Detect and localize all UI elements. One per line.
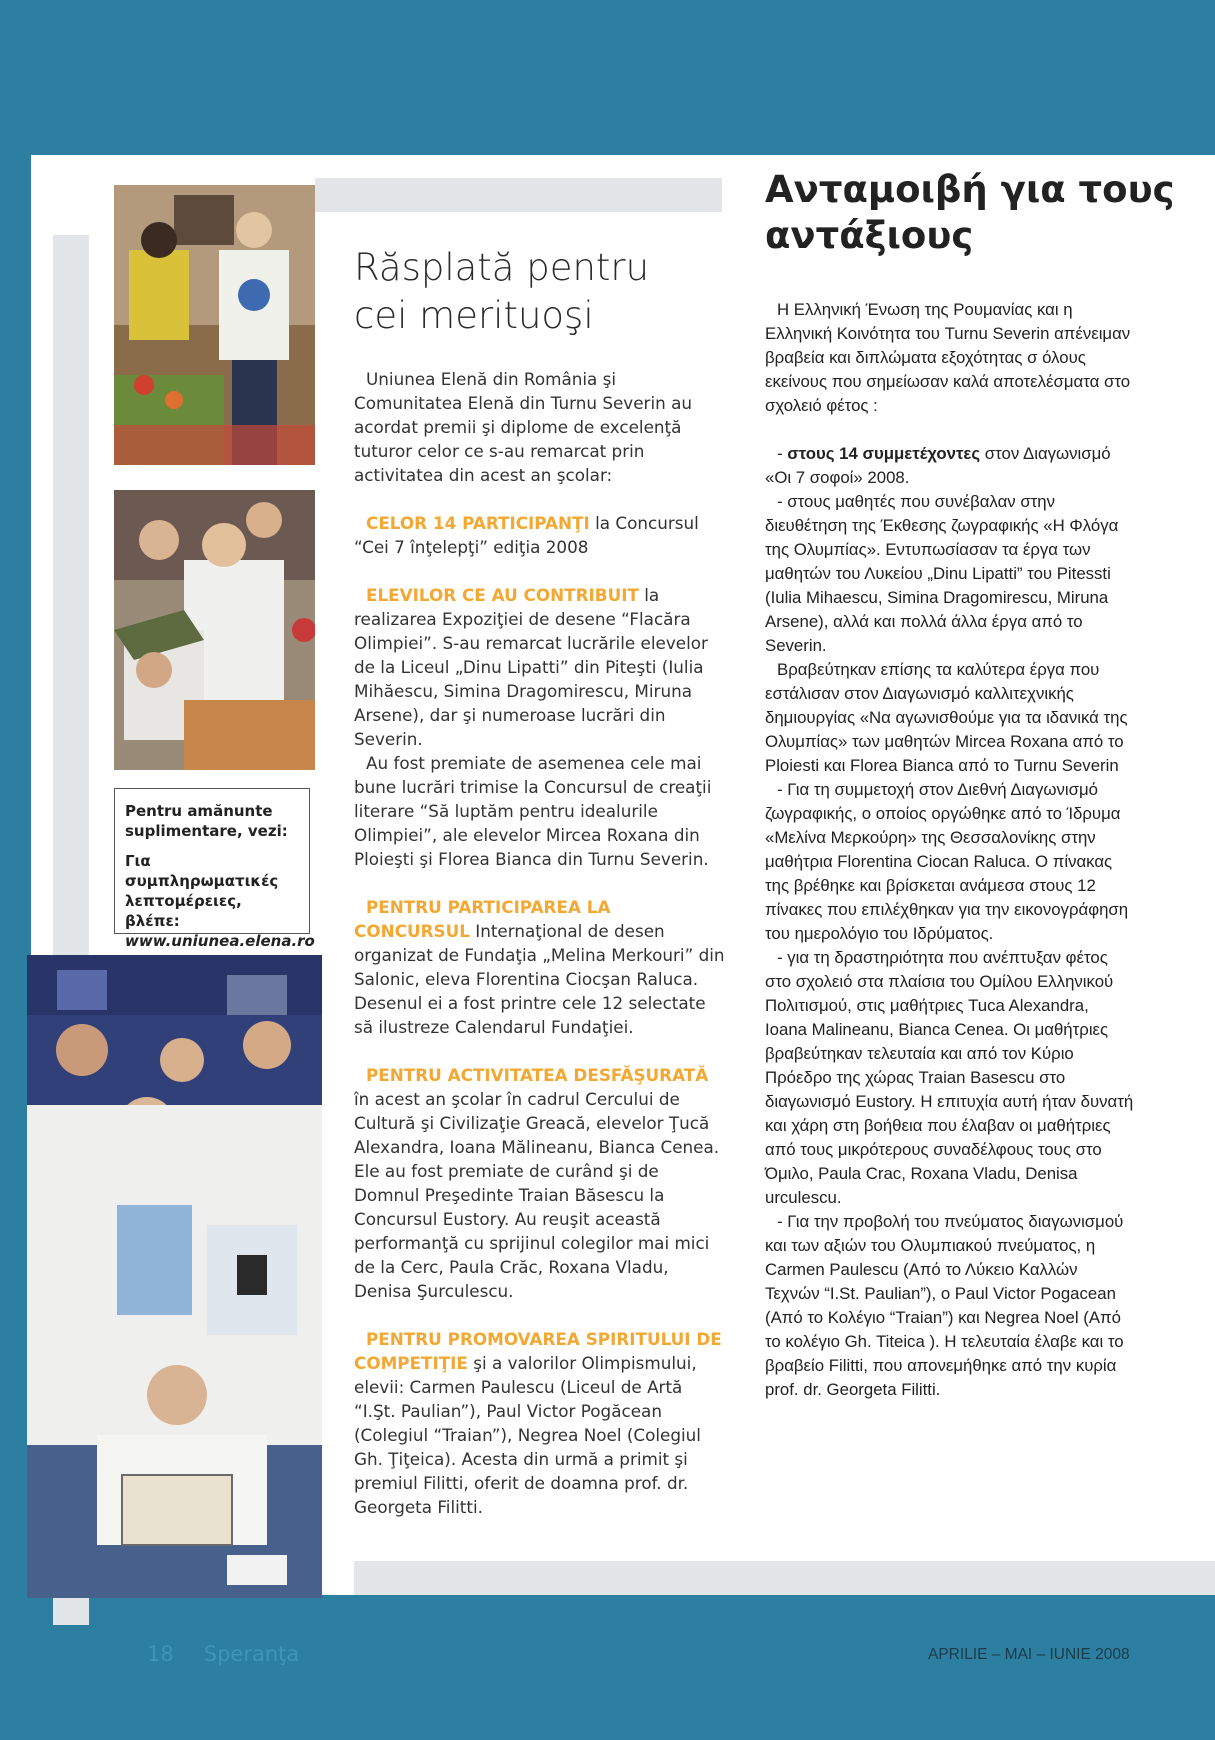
ro-s4-heading: PENTRU ACTIVITATEA DESFĂŞURATĂ: [366, 1065, 709, 1085]
photo-children-snacks: [114, 490, 315, 770]
photo-group-diplomas: [27, 955, 322, 1598]
ro-s2-heading: ELEVILOR CE AU CONTRIBUIT: [366, 585, 639, 605]
info-box: [114, 788, 315, 950]
ro-section-2: [354, 583, 726, 751]
ro-section-1: [354, 511, 726, 559]
gr-para-6: - Για την προβολή του πνεύματος διαγωνισμού και των αξιών του Ολυμπιακού πνεύματος, η Carmen Paulescu (Από το Λύκειο Καλλών Τεχνών “I.St. Paulian”), ο Paul Victor Pogacean (Από το Κολέγιο “Traian”) και Negrea Noel (Από το κολέγιο Gh. Titeica ). Η τελευταία έλαβε και το βραβείο Filitti, που απονεμήθηκε από την κυρία prof. dr. Georgeta Filitti.: [765, 1212, 1124, 1399]
ro-s5-heading: PENTRU PROMOVAREA SPIRITULUI DE COMPETIŢIE: [354, 1329, 722, 1373]
ro-s4-text: în acest an şcolar în cadrul Cercului de Cultură şi Civilizaţie Greacă, elevelor Ţucă Alexandra, Ioana Mălineanu, Bianca Cenea. Ele au fost premiate de curând şi de Domnul Preşedinte Traian Băsescu la Concursul Eustory. Au reuşit această performanţă cu sprijinul colegilor mai mici de la Cerc, Paula Crăc, Roxana Vladu, Denisa Şurculescu.: [354, 1089, 720, 1301]
ro-title-line2: cei merituoşi: [354, 294, 594, 337]
ro-section-4: [354, 1063, 726, 1303]
ro-s1-text: la Concursul “Cei 7 înţelepţi” ediţia 2008: [354, 513, 699, 557]
magazine-name: Speranţa: [203, 1642, 300, 1666]
info-box-gr: Για συμπληρωματικές λεπτομέρειες, βλέπε:: [125, 852, 279, 930]
ro-article-body: [354, 367, 726, 1519]
gr-para-3: Βραβεύτηκαν επίσης τα καλύτερα έργα που εστάλισαν στον Διαγωνισμό καλλιτεχνικής δημιουργίας «Να αγωνισθούμε για τα ιδανικά της Ολυμπίας» των μαθητών Mircea Roxana από το Ploiesti και Florea Bianca από το Turnu Severin: [765, 660, 1128, 775]
gr-para-2: - στους μαθητές που συνέβαλαν στην διευθέτηση της Έκθεσης ζωγραφικής «Η Φλόγα της Ολυμπίας». Εντυπωσίασαν τα έργα των μαθητών του Λυκείου „Dinu Lipatti” του Pitessti (Iulia Mihaescu, Simina Dragomirescu, Miruna Arsene), αλλά και πολλά άλλα έργα από το Severin.: [765, 492, 1119, 655]
info-box-ro: Pentru amănunte suplimentare, vezi:: [125, 802, 288, 840]
gr-para-4: - Για τη συμμετοχή στον Διεθνή Διαγωνισμό ζωγραφικής, ο οποίος οργώθηκε από το Ίδρυμα «Μελίνα Μερκούρη» της Θεσσαλονίκης στην μαθήτρια Florentina Ciocan Raluca. Ο πίνακας της βρέθηκε και βρίσκεται ανάμεσα στους 12 πίνακες που επιλέχθηκαν για την εικονογράφηση του ημερολόγιο του Ιδρύματος.: [765, 780, 1129, 943]
ro-title-line1: Răsplată pentru: [354, 246, 650, 289]
ro-section-3: [354, 895, 726, 1039]
ro-article-title: [354, 244, 684, 340]
footer-left: [147, 1642, 299, 1666]
ro-s3-text: Internaţional de desen organizat de Fundaţia „Melina Merkouri” din Salonic, eleva Florentina Ciocşan Raluca. Desenul ei a fost printre cele 12 selectate să ilustreze Calendarul Fundaţiei.: [354, 921, 725, 1037]
gr-p1-bold: στους 14 συμμετέχοντες: [787, 444, 981, 463]
issue-date: APRILIE – MAI – IUNIE 2008: [928, 1646, 1130, 1663]
ro-s1-heading: CELOR 14 PARTICIPANŢI: [366, 513, 590, 533]
ro-s2-text: la realizarea Expoziţiei de desene “Flacăra Olimpiei”. S-au remarcat lucrările elevelor de la Liceul „Dinu Lipatti” din Piteşti (Iulia Mihăescu, Simina Dragomirescu, Miruna Arsene), dar şi numeroase lucrări din Severin.: [354, 585, 708, 749]
gr-article-title: [765, 167, 1185, 259]
gr-para-1: [765, 442, 1135, 490]
ro-s3-heading: PENTRU PARTICIPAREA LA CONCURSUL: [354, 897, 611, 941]
ro-s5-text: şi a valorilor Olimpismului, elevii: Carmen Paulescu (Liceul de Artă “I.Şt. Paulian”), Paul Victor Pogăcean (Colegiul “Traian”), Negrea Noel (Colegiul Gh. Ţiţeica). Acesta din urmă a primit şi premiul Filitti, oferit de doamna prof. dr. Georgeta Filitti.: [354, 1353, 701, 1517]
photo-exhibition: [114, 185, 315, 465]
gr-p1-text: στον Διαγωνισμό «Οι 7 σοφοί» 2008.: [765, 444, 1111, 487]
gr-para-5: - για τη δραστηριότητα που ανέπτυξαν φέτος στο σχολειό στα πλαίσια του Ομίλου Ελληνικού Πολιτισμού, στις μαθήτριες Tuca Alexandra, Ioana Malineanu, Bianca Cenea. Οι μαθήτριες βραβεύτηκαν τελευταία και από τον Κύριο Πρόεδρο της χώρας Traian Basescu στο διαγωνισμό Eustory. Η επιτυχία αυτή ήταν δυνατή και χάρη στη βοήθεια που έλαβαν οι μαθήτριες από τους μικρότερους συναδέλφους τους στο Όμιλο, Paula Crac, Roxana Vladu, Denisa urculescu.: [765, 948, 1134, 1207]
ro-section-5: [354, 1327, 726, 1519]
top-gray-bar: [315, 178, 722, 212]
gr-intro: Η Ελληνική Ένωση της Ρουμανίας και η Ελληνική Κοινότητα του Turnu Severin απένειμαν βραβεία και διπλώματα εξοχότητας σ όλους εκείνους που σημείωσαν καλά αποτελέσματα στο σχολειό φέτος :: [765, 300, 1131, 415]
ro-intro: Uniunea Elenă din România şi Comunitatea Elenă din Turnu Severin au acordat premii şi diplome de excelenţă tuturor celor ce s-au remarcat prin activitatea din acest an şcolar:: [354, 369, 693, 485]
info-box-url[interactable]: www.uniunea.elena.ro: [125, 932, 315, 950]
page-number: 18: [147, 1642, 174, 1666]
gr-title-line1: Ανταμοιβή για τους: [765, 168, 1175, 211]
gr-p1-dash: -: [777, 444, 788, 463]
gr-title-line2: αντάξιους: [765, 214, 974, 257]
gr-article-body: [765, 298, 1135, 1402]
ro-s2-more: Au fost premiate de asemenea cele mai bune lucrări trimise la Concursul de creaţii literare “Să luptăm pentru idealurile Olimpiei”, ale elevelor Mircea Roxana din Ploieşti şi Florea Bianca din Turnu Severin.: [354, 753, 712, 869]
bottom-gray-bar: [354, 1561, 1215, 1595]
